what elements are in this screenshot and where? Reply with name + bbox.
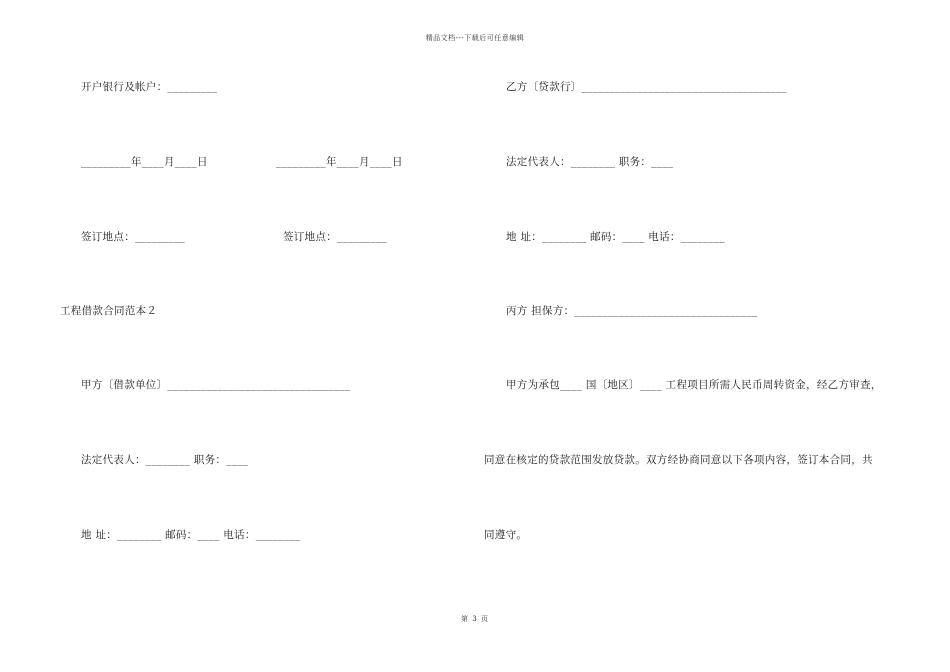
address-line-left: 地 址：________ 邮码：____ 电话：________ <box>81 529 301 541</box>
party-b-line: 乙方〔贷款行〕_____________________________________ <box>506 81 787 93</box>
paragraph-line-1: 甲方为承包____ 国〔地区〕____ 工程项目所需人民币周转资金，经乙方审查， <box>506 379 882 391</box>
bank-account-line: 开户银行及帐户：_________ <box>81 81 218 93</box>
party-c-line: 丙方 担保方：_________________________________ <box>506 305 758 317</box>
date-line-1: _________年____月____日 <box>81 156 208 168</box>
date-line-2: _________年____月____日 <box>276 156 403 168</box>
section-title: 工程借款合同范本２ <box>60 305 158 317</box>
legal-rep-line-left: 法定代表人：________ 职务：____ <box>81 454 249 466</box>
party-a-line: 甲方〔借款单位〕_________________________________ <box>81 379 351 391</box>
address-line-right: 地 址：________ 邮码：____ 电话：________ <box>506 231 726 243</box>
paragraph-line-3: 同遵守。 <box>484 529 528 541</box>
paragraph-line-2: 同意在核定的贷款范围发放贷款。双方经协商同意以下各项内容，签订本合同，共 <box>484 454 873 466</box>
page-footer: 第 3 页 <box>461 615 489 623</box>
page-header: 精品文档---下载后可任意编辑 <box>425 34 525 42</box>
sign-place-line-1: 签订地点：_________ <box>81 231 185 243</box>
sign-place-line-2: 签订地点：_________ <box>283 231 387 243</box>
legal-rep-line-right: 法定代表人：________ 职务：____ <box>506 156 674 168</box>
